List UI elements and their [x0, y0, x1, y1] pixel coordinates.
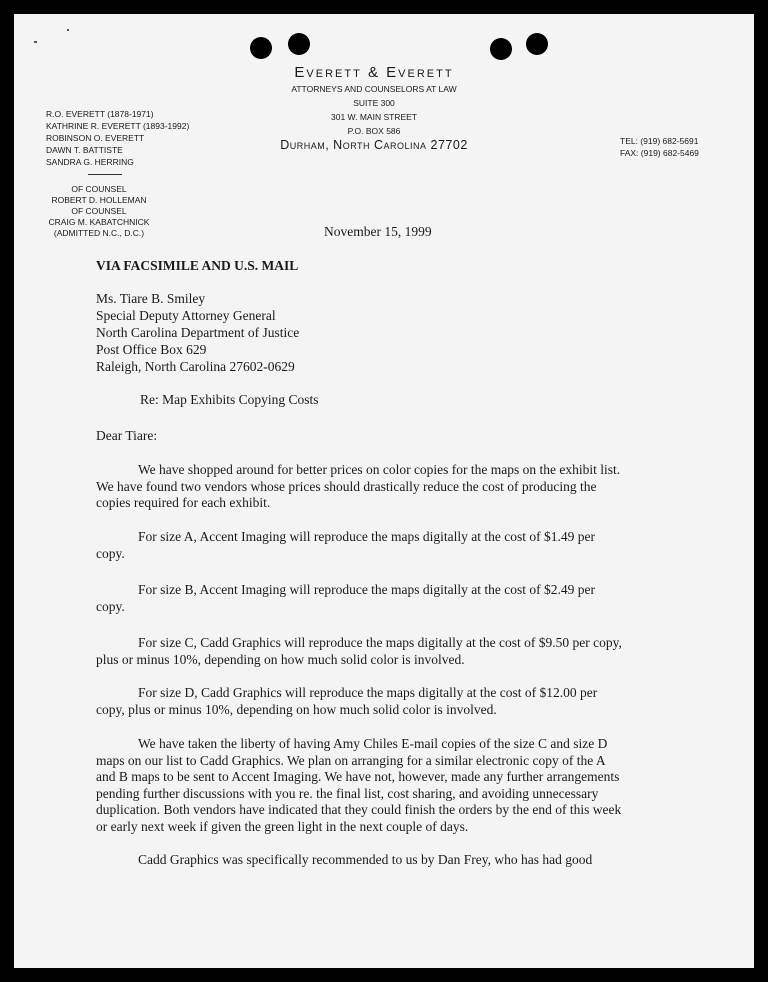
counsel-line: CRAIG M. KABATCHNICK [48, 217, 150, 227]
punch-hole [526, 33, 548, 55]
body-paragraph [96, 685, 676, 718]
body-line: copies required for each exhibit. [96, 495, 271, 510]
counsel-line: OF COUNSEL [71, 206, 127, 216]
letter-date: November 15, 1999 [324, 224, 432, 239]
punch-hole [490, 38, 512, 60]
contact-info [620, 135, 699, 159]
body-line: plus or minus 10%, depending on how much solid color is involved. [96, 651, 465, 667]
body-paragraph [96, 529, 676, 562]
partner-name: R.O. EVERETT (1878-1971) [46, 109, 154, 119]
scan-speck [34, 41, 37, 43]
scan-speck [67, 29, 69, 31]
body-line: We have shopped around for better prices on color copies for the maps on the exhibit list. [138, 462, 621, 477]
punch-hole [250, 37, 272, 59]
address-line: Raleigh, North Carolina 27602-0629 [96, 359, 295, 374]
partner-name: SANDRA G. HERRING [46, 157, 134, 167]
body-paragraph [96, 582, 676, 615]
body-line: For size C, Cadd Graphics will reproduce the maps digitally at the cost of $9.50 per copy, [138, 635, 622, 650]
body-line: pending further discussions with you re. the final list, cost sharing, and avoiding unnecessary [96, 785, 599, 801]
partner-name: ROBINSON O. EVERETT [46, 133, 145, 143]
body-line: copy. [96, 545, 125, 561]
salutation: Dear Tiare: [96, 428, 158, 443]
counsel-line: OF COUNSEL [71, 184, 127, 194]
partner-name: DAWN T. BATTISTE [46, 145, 123, 155]
delivery-method: VIA FACSIMILE AND U.S. MAIL [96, 258, 299, 273]
body-paragraph [96, 852, 676, 869]
body-line: For size B, Accent Imaging will reproduce the maps digitally at the cost of $2.49 per [138, 582, 596, 597]
body-line: We have taken the liberty of having Amy Chiles E-mail copies of the size C and size D [138, 736, 608, 751]
firm-suite: SUITE 300 [353, 98, 395, 108]
body-line: Cadd Graphics was specifically recommended to us by Dan Frey, who has had good [138, 852, 593, 867]
counsel-line: ROBERT D. HOLLEMAN [51, 195, 147, 205]
address-line: Ms. Tiare B. Smiley [96, 291, 206, 306]
fax: FAX: (919) 682-5469 [620, 148, 699, 158]
body-line: or early next week if given the green light in the next couple of days. [96, 818, 469, 834]
body-line: and B maps to be sent to Accent Imaging. We have not, however, made any further arrangements [96, 769, 620, 784]
telephone: TEL: (919) 682-5691 [620, 136, 699, 146]
body-line: copy. [96, 598, 125, 614]
subject-line: Re: Map Exhibits Copying Costs [140, 392, 319, 407]
firm-city: Durham, North Carolina 27702 [280, 138, 468, 152]
body-line: maps on our list to Cadd Graphics. We plan on arranging for a similar electronic copy of the A [96, 752, 606, 768]
address-line: North Carolina Department of Justice [96, 325, 300, 340]
body-line: duplication. Both vendors have indicated that they could finish the orders by the end of this week [96, 802, 622, 817]
partner-list [46, 108, 189, 168]
body-paragraph [96, 462, 676, 512]
firm-pobox: P.O. BOX 586 [347, 126, 401, 136]
address-line: Special Deputy Attorney General [96, 308, 276, 323]
firm-street: 301 W. MAIN STREET [331, 112, 417, 122]
of-counsel-list [34, 184, 164, 239]
partner-name: KATHRINE R. EVERETT (1893-1992) [46, 121, 190, 131]
divider [88, 174, 122, 175]
body-paragraph [96, 635, 676, 668]
body-paragraph [96, 736, 676, 835]
body-line: For size A, Accent Imaging will reproduce the maps digitally at the cost of $1.49 per [138, 529, 596, 544]
letter-page [14, 14, 754, 968]
punch-hole [288, 33, 310, 55]
recipient-address [96, 290, 299, 375]
firm-name: Everett & Everett [294, 64, 454, 81]
body-line: For size D, Cadd Graphics will reproduce the maps digitally at the cost of $12.00 per [138, 685, 598, 700]
firm-subtitle: ATTORNEYS AND COUNSELORS AT LAW [291, 84, 457, 94]
address-line: Post Office Box 629 [96, 342, 207, 357]
body-line: copy, plus or minus 10%, depending on how much solid color is involved. [96, 701, 497, 717]
counsel-line: (ADMITTED N.C., D.C.) [53, 228, 145, 238]
body-line: We have found two vendors whose prices should drastically reduce the cost of producing the [96, 478, 597, 494]
